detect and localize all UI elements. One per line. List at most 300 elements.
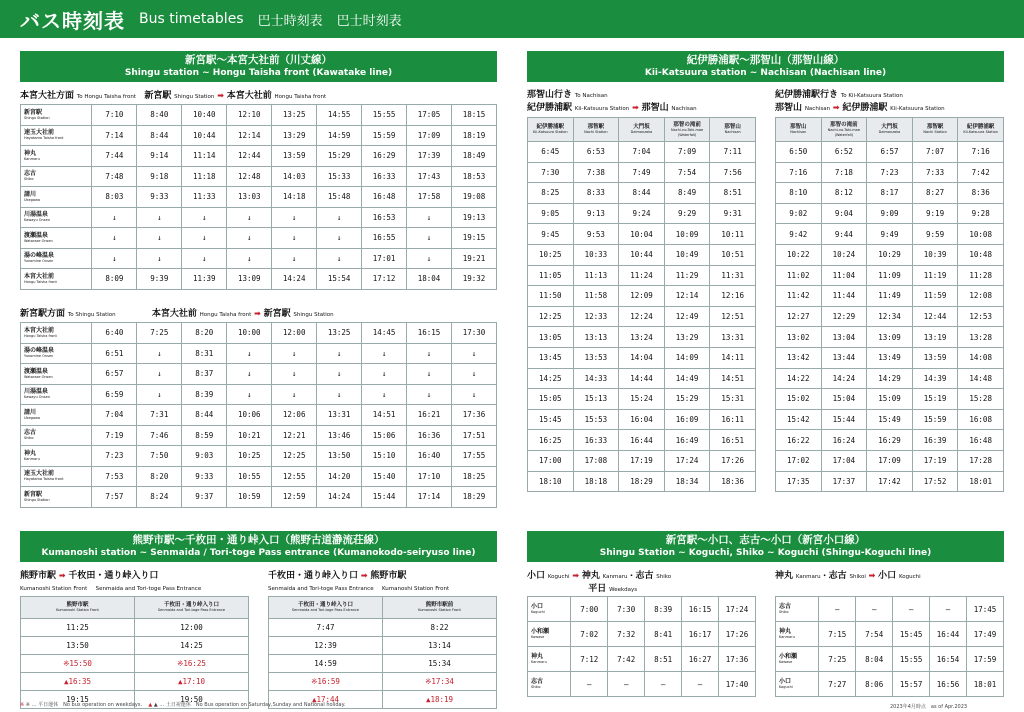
- time-cell: 16:29: [362, 146, 407, 167]
- time-cell: ↓: [407, 343, 452, 364]
- time-cell: 8:51: [645, 647, 682, 672]
- time-cell: —: [930, 597, 967, 622]
- table-row: [776, 347, 1004, 368]
- time-cell: 16:44: [619, 430, 665, 451]
- time-cell: 13:13: [573, 327, 619, 348]
- time-cell: ↓: [272, 207, 317, 228]
- table-row: [776, 244, 1004, 265]
- time-cell: ▲16:35: [21, 673, 135, 691]
- station-name-en: Wataraze Onsen: [24, 238, 53, 243]
- time-cell: 11:58: [573, 286, 619, 307]
- time-cell: 14:24: [821, 368, 867, 389]
- route-label-to-hongu: 本宮大社方面 To Hongu Taisha front 新宮駅 Shingu Station ➡ 本宮大社前 Hongu Taisha front: [20, 91, 327, 101]
- station-name-en: Hayatama Taisha front: [24, 477, 64, 482]
- time-cell: 8:39: [645, 597, 682, 622]
- header-row: [269, 597, 497, 619]
- time-cell: 7:25: [137, 323, 182, 344]
- section-title: 新宮駅〜小口、志古〜小口（新宮小口線）: [665, 534, 866, 546]
- time-cell: 7:57: [92, 487, 137, 508]
- time-cell: —: [893, 597, 930, 622]
- time-cell: 14:24: [272, 269, 317, 290]
- time-cell: 14:51: [710, 368, 756, 389]
- table-row: [21, 269, 497, 290]
- station-name-en: Shiko: [531, 685, 541, 689]
- time-cell: 14:09: [664, 347, 710, 368]
- time-cell: 8:03: [92, 187, 137, 208]
- station-name: 本宮大社前 Hongu Taisha front: [21, 323, 92, 344]
- time-cell: 15:48: [317, 187, 362, 208]
- station-name: 小口 Koguchi: [776, 672, 819, 697]
- time-cell: 7:44: [92, 146, 137, 167]
- time-cell: 15:09: [867, 389, 913, 410]
- time-cell: 9:33: [137, 187, 182, 208]
- time-cell: ↓: [407, 364, 452, 385]
- route-label-to-senmaida: 熊野市駅 ➡ 千枚田・通り峠入り口 Kumanoshi Station Front Senmaida and Tori-toge Pass Entrance: [20, 571, 202, 592]
- time-cell: 8:44: [182, 405, 227, 426]
- table-row: [776, 224, 1004, 245]
- station-name: 新宮駅 Shingu Station: [21, 105, 92, 126]
- time-cell: 19:13: [452, 207, 497, 228]
- table-row: [528, 368, 756, 389]
- time-cell: 17:36: [452, 405, 497, 426]
- time-cell: 13:31: [317, 405, 362, 426]
- table-row: [21, 425, 497, 446]
- time-cell: 9:53: [573, 224, 619, 245]
- time-cell: ↓: [317, 248, 362, 269]
- time-cell: 13:46: [317, 425, 362, 446]
- time-cell: 11:25: [21, 619, 135, 637]
- time-cell: 14:33: [573, 368, 619, 389]
- column-header: 大門坂 Daimonzaka: [619, 118, 665, 142]
- time-cell: 16:51: [710, 430, 756, 451]
- section-kumanokodo-line: [20, 531, 497, 562]
- time-cell: ↓: [272, 248, 317, 269]
- time-cell: 16:48: [362, 187, 407, 208]
- section-koguchi-line: [527, 531, 1004, 562]
- column-header: 紀伊勝浦駅 Kii-Katsuura Station: [528, 118, 574, 142]
- time-cell: 7:25: [819, 647, 856, 672]
- time-cell: 14:49: [664, 368, 710, 389]
- time-cell: 17:12: [362, 269, 407, 290]
- time-cell: 12:06: [272, 405, 317, 426]
- station-name: 志古 Shiko: [21, 166, 92, 187]
- time-cell: 7:42: [958, 162, 1004, 183]
- time-cell: 16:54: [930, 647, 967, 672]
- time-cell: 12:14: [227, 125, 272, 146]
- time-cell: 6:51: [92, 343, 137, 364]
- arrow-right-icon: ➡: [632, 103, 639, 112]
- time-cell: 7:23: [867, 162, 913, 183]
- time-cell: 16:27: [682, 647, 719, 672]
- table-row: [21, 207, 497, 228]
- timetable-to-hongu: [20, 104, 497, 290]
- time-cell: 16:40: [407, 446, 452, 467]
- time-cell: 10:29: [867, 244, 913, 265]
- title-ja: バス時刻表: [20, 8, 125, 33]
- time-cell: 17:09: [407, 125, 452, 146]
- column-header: 那智の滝前 Nachi-no-Taki-mae (Waterfall): [821, 118, 867, 142]
- column-header: 大門坂 Daimonzaka: [867, 118, 913, 142]
- time-cell: 14:24: [317, 487, 362, 508]
- column-header-en: Kumanoshi Station Front: [56, 608, 99, 612]
- station-name-en: Kanmaru: [24, 156, 40, 161]
- time-cell: 12:14: [664, 286, 710, 307]
- column-header-en: Nachi-no-Taki-mae (Waterfall): [827, 127, 860, 137]
- station-name: 請川 Ukegawa: [21, 187, 92, 208]
- section-title: 新宮駅〜本宮大社前（川丈線）: [185, 54, 332, 66]
- time-cell: 10:25: [528, 244, 574, 265]
- time-cell: 6:45: [528, 142, 574, 163]
- time-cell: 15:57: [893, 672, 930, 697]
- time-cell: ↓: [317, 343, 362, 364]
- time-cell: 10:11: [710, 224, 756, 245]
- time-cell: 14:45: [362, 323, 407, 344]
- time-cell: 10:08: [958, 224, 1004, 245]
- time-cell: ↓: [227, 248, 272, 269]
- station-name-en: Koguchi: [779, 685, 793, 689]
- time-cell: 12:10: [227, 105, 272, 126]
- time-cell: 12:33: [573, 306, 619, 327]
- time-cell: 15:33: [317, 166, 362, 187]
- time-cell: ↓: [182, 207, 227, 228]
- time-cell: 15:29: [664, 389, 710, 410]
- time-cell: 11:39: [182, 269, 227, 290]
- time-cell: ↓: [362, 364, 407, 385]
- time-cell: 17:08: [573, 450, 619, 471]
- column-header: 那智山 Nachisan: [710, 118, 756, 142]
- table-row: [776, 286, 1004, 307]
- time-cell: 7:47: [269, 619, 383, 637]
- time-cell: 12:39: [269, 637, 383, 655]
- table-row: [528, 597, 756, 622]
- timetable-to-shingu: [20, 322, 497, 508]
- table-row: [21, 125, 497, 146]
- table-row: [776, 327, 1004, 348]
- time-cell: ↓: [272, 228, 317, 249]
- time-cell: 11:05: [528, 265, 574, 286]
- time-cell: 16:39: [912, 430, 958, 451]
- as-of-date: 2023年4月時点 as of Apr.2023: [890, 704, 968, 710]
- time-cell: 9:05: [528, 203, 574, 224]
- time-cell: 17:51: [452, 425, 497, 446]
- header-row: [528, 118, 756, 142]
- table-row: [776, 409, 1004, 430]
- table-row: [528, 389, 756, 410]
- section-banner: [20, 51, 497, 82]
- time-cell: 17:05: [407, 105, 452, 126]
- time-cell: 9:31: [710, 203, 756, 224]
- time-cell: 18:36: [710, 471, 756, 492]
- table-row: [776, 142, 1004, 163]
- time-cell: ↓: [452, 343, 497, 364]
- time-cell: 11:19: [912, 265, 958, 286]
- time-cell: 7:18: [821, 162, 867, 183]
- time-cell: 15:53: [573, 409, 619, 430]
- time-cell: ▲17:44: [269, 691, 383, 709]
- time-cell: ↓: [317, 228, 362, 249]
- time-cell: 10:21: [227, 425, 272, 446]
- time-cell: 9:13: [573, 203, 619, 224]
- station-name: 速玉大社前 Hayatama Taisha front: [21, 125, 92, 146]
- time-cell: 11:04: [821, 265, 867, 286]
- time-cell: 14:51: [362, 405, 407, 426]
- time-cell: ↓: [272, 343, 317, 364]
- station-name: 請川 Ukegawa: [21, 405, 92, 426]
- time-cell: 13:09: [227, 269, 272, 290]
- time-cell: 12:16: [710, 286, 756, 307]
- column-header-en: Senmaida and Tori-toge Pass Entrance: [157, 608, 226, 612]
- time-cell: 15:19: [912, 389, 958, 410]
- table-row: [21, 655, 249, 673]
- station-name: 渡瀬温泉 Wataraze Onsen: [21, 364, 92, 385]
- time-cell: 9:24: [619, 203, 665, 224]
- time-cell: ↓: [407, 384, 452, 405]
- time-cell: ↓: [92, 248, 137, 269]
- time-cell: 15:13: [573, 389, 619, 410]
- station-name: 湯の峰温泉 Yunomine Onsen: [21, 343, 92, 364]
- time-cell: 7:30: [608, 597, 645, 622]
- time-cell: 17:43: [407, 166, 452, 187]
- table-row: [776, 183, 1004, 204]
- time-cell: 12:09: [619, 286, 665, 307]
- time-cell: 14:22: [776, 368, 822, 389]
- section-banner: [527, 531, 1004, 562]
- time-cell: 8:24: [137, 487, 182, 508]
- time-cell: 16:24: [821, 430, 867, 451]
- column-header: 紀伊勝浦駅 Kii-Katsuura Station: [958, 118, 1004, 142]
- time-cell: 8:10: [776, 183, 822, 204]
- time-cell: 9:45: [528, 224, 574, 245]
- time-cell: 10:39: [912, 244, 958, 265]
- timetable-to-senmaida: [20, 596, 249, 709]
- time-cell: 9:49: [867, 224, 913, 245]
- time-cell: 7:49: [619, 162, 665, 183]
- time-cell: ↓: [92, 228, 137, 249]
- time-cell: ※15:50: [21, 655, 135, 673]
- station-name-en: Ukegawa: [24, 415, 40, 420]
- section-title: 熊野市駅〜千枚田・通り峠入口（熊野古道瀞流荘線）: [132, 534, 385, 546]
- time-cell: 15:29: [317, 146, 362, 167]
- time-cell: 7:09: [664, 142, 710, 163]
- time-cell: 9:02: [776, 203, 822, 224]
- time-cell: 12:08: [958, 286, 1004, 307]
- time-cell: 16:55: [362, 228, 407, 249]
- time-cell: 17:19: [912, 450, 958, 471]
- section-banner: [527, 51, 1004, 82]
- column-header: 那智駅 Nachi Station: [573, 118, 619, 142]
- time-cell: 7:54: [856, 622, 893, 647]
- time-cell: 16:29: [867, 430, 913, 451]
- time-cell: 7:53: [92, 466, 137, 487]
- time-cell: 15:34: [383, 655, 497, 673]
- time-cell: ↓: [317, 207, 362, 228]
- time-cell: 12:25: [528, 306, 574, 327]
- time-cell: 10:22: [776, 244, 822, 265]
- table-row: [21, 146, 497, 167]
- time-cell: 15:24: [619, 389, 665, 410]
- time-cell: 14:29: [867, 368, 913, 389]
- time-cell: 16:36: [407, 425, 452, 446]
- time-cell: 8:27: [912, 183, 958, 204]
- time-cell: 14:44: [619, 368, 665, 389]
- time-cell: 17:30: [452, 323, 497, 344]
- time-cell: 8:09: [92, 269, 137, 290]
- time-cell: ↓: [407, 248, 452, 269]
- time-cell: 12:00: [272, 323, 317, 344]
- section-nachisan-line: [527, 51, 1004, 82]
- page-header: [0, 0, 1024, 38]
- time-cell: 16:56: [930, 672, 967, 697]
- table-row: [21, 487, 497, 508]
- time-cell: 14:03: [272, 166, 317, 187]
- column-header-en: Kumanoshi Station Front: [418, 608, 461, 612]
- time-cell: 8:41: [645, 622, 682, 647]
- time-cell: ↓: [407, 228, 452, 249]
- table-row: [528, 347, 756, 368]
- time-cell: 13:53: [573, 347, 619, 368]
- table-row: [528, 430, 756, 451]
- time-cell: 17:10: [407, 466, 452, 487]
- time-cell: 7:16: [776, 162, 822, 183]
- time-cell: 8:44: [137, 125, 182, 146]
- time-cell: 15:06: [362, 425, 407, 446]
- time-cell: ↓: [227, 343, 272, 364]
- time-cell: ↓: [137, 364, 182, 385]
- time-cell: 7:11: [710, 142, 756, 163]
- table-row: [776, 368, 1004, 389]
- time-cell: 7:54: [664, 162, 710, 183]
- time-cell: ↓: [407, 207, 452, 228]
- time-cell: 19:32: [452, 269, 497, 290]
- time-cell: 15:44: [821, 409, 867, 430]
- table-row: [21, 343, 497, 364]
- time-cell: 8:36: [958, 183, 1004, 204]
- table-row: [528, 450, 756, 471]
- time-cell: 10:40: [182, 105, 227, 126]
- time-cell: 11:13: [573, 265, 619, 286]
- table-row: [528, 224, 756, 245]
- time-cell: 11:02: [776, 265, 822, 286]
- time-cell: 13:49: [867, 347, 913, 368]
- time-cell: 11:50: [528, 286, 574, 307]
- station-name: 神丸 Kanmaru: [21, 446, 92, 467]
- time-cell: 10:09: [664, 224, 710, 245]
- time-cell: 17:37: [821, 471, 867, 492]
- time-cell: 15:54: [317, 269, 362, 290]
- time-cell: 8:33: [573, 183, 619, 204]
- time-cell: 17:39: [407, 146, 452, 167]
- time-cell: 15:10: [362, 446, 407, 467]
- time-cell: 13:31: [710, 327, 756, 348]
- time-cell: 10:06: [227, 405, 272, 426]
- arrow-right-icon: ➡: [832, 103, 840, 112]
- time-cell: 18:25: [452, 466, 497, 487]
- time-cell: 9:14: [137, 146, 182, 167]
- section-subtitle: Kumanoshi station ~ Senmaida / Tori-toge Pass entrance (Kumanokodo-seiryuso line): [41, 548, 476, 558]
- time-cell: 11:24: [619, 265, 665, 286]
- time-cell: 17:52: [912, 471, 958, 492]
- time-cell: 15:04: [821, 389, 867, 410]
- table-row: [776, 430, 1004, 451]
- table-row: [528, 244, 756, 265]
- time-cell: 13:44: [821, 347, 867, 368]
- column-header: 那智駅 Nachi Station: [912, 118, 958, 142]
- time-cell: 9:19: [912, 203, 958, 224]
- time-cell: 11:28: [958, 265, 1004, 286]
- time-cell: 7:46: [137, 425, 182, 446]
- time-cell: ↓: [182, 248, 227, 269]
- time-cell: 8:22: [383, 619, 497, 637]
- station-name-en: Kanmaru: [531, 660, 547, 664]
- time-cell: —: [856, 597, 893, 622]
- time-cell: 12:24: [619, 306, 665, 327]
- time-cell: 12:53: [958, 306, 1004, 327]
- time-cell: 17:45: [967, 597, 1004, 622]
- time-cell: 16:53: [362, 207, 407, 228]
- time-cell: 6:40: [92, 323, 137, 344]
- time-cell: 13:05: [528, 327, 574, 348]
- time-cell: 14:25: [528, 368, 574, 389]
- table-row: [21, 384, 497, 405]
- section-banner: [20, 531, 497, 562]
- table-row: [776, 647, 1004, 672]
- title-zh-simplified: 巴士时刻表: [336, 13, 402, 29]
- time-cell: 19:08: [452, 187, 497, 208]
- time-cell: 13:59: [912, 347, 958, 368]
- time-cell: 10:24: [821, 244, 867, 265]
- time-cell: 10:49: [664, 244, 710, 265]
- table-row: [21, 405, 497, 426]
- time-cell: 18:34: [664, 471, 710, 492]
- column-header-en: Nachisan: [724, 130, 741, 134]
- time-cell: 8:49: [664, 183, 710, 204]
- time-cell: 12:25: [272, 446, 317, 467]
- time-cell: 16:49: [664, 430, 710, 451]
- time-cell: 13:25: [272, 105, 317, 126]
- time-cell: ↓: [137, 228, 182, 249]
- time-cell: 16:15: [407, 323, 452, 344]
- time-cell: 17:26: [710, 450, 756, 471]
- arrow-right-icon: ➡: [254, 309, 261, 318]
- time-cell: 7:00: [571, 597, 608, 622]
- time-cell: 14:39: [912, 368, 958, 389]
- time-cell: ↓: [362, 384, 407, 405]
- station-name: 川湯温泉 Kawayu Onsen: [21, 384, 92, 405]
- header-row: [776, 118, 1004, 142]
- table-row: [528, 265, 756, 286]
- time-cell: 12:00: [135, 619, 249, 637]
- station-name: 本宮大社前 Hongu Taisha front: [21, 269, 92, 290]
- table-row: [776, 672, 1004, 697]
- time-cell: 13:02: [776, 327, 822, 348]
- time-cell: 15:49: [867, 409, 913, 430]
- time-cell: 12:21: [272, 425, 317, 446]
- table-row: [776, 450, 1004, 471]
- time-cell: 14:04: [619, 347, 665, 368]
- station-name: 神丸 Kanmaru: [21, 146, 92, 167]
- time-cell: ↓: [272, 384, 317, 405]
- route-label-to-koguchi: 神丸 Kanmaru・志古 Shikoi ➡ 小口 Koguchi: [775, 571, 921, 581]
- time-cell: 17:55: [452, 446, 497, 467]
- time-cell: 13:19: [912, 327, 958, 348]
- route-label-to-kii-katsuura: 紀伊勝浦駅行き To Kii-Katsuura Station 那智山 Nachisan ➡ 紀伊勝浦駅 Kii-Katsuura Station: [775, 90, 945, 113]
- time-cell: 17:26: [719, 622, 756, 647]
- table-row: [269, 619, 497, 637]
- table-row: [21, 228, 497, 249]
- time-cell: 14:55: [317, 105, 362, 126]
- station-name: 新宮駅 Shingu Station: [21, 487, 92, 508]
- station-name: 志古 Shiko: [21, 425, 92, 446]
